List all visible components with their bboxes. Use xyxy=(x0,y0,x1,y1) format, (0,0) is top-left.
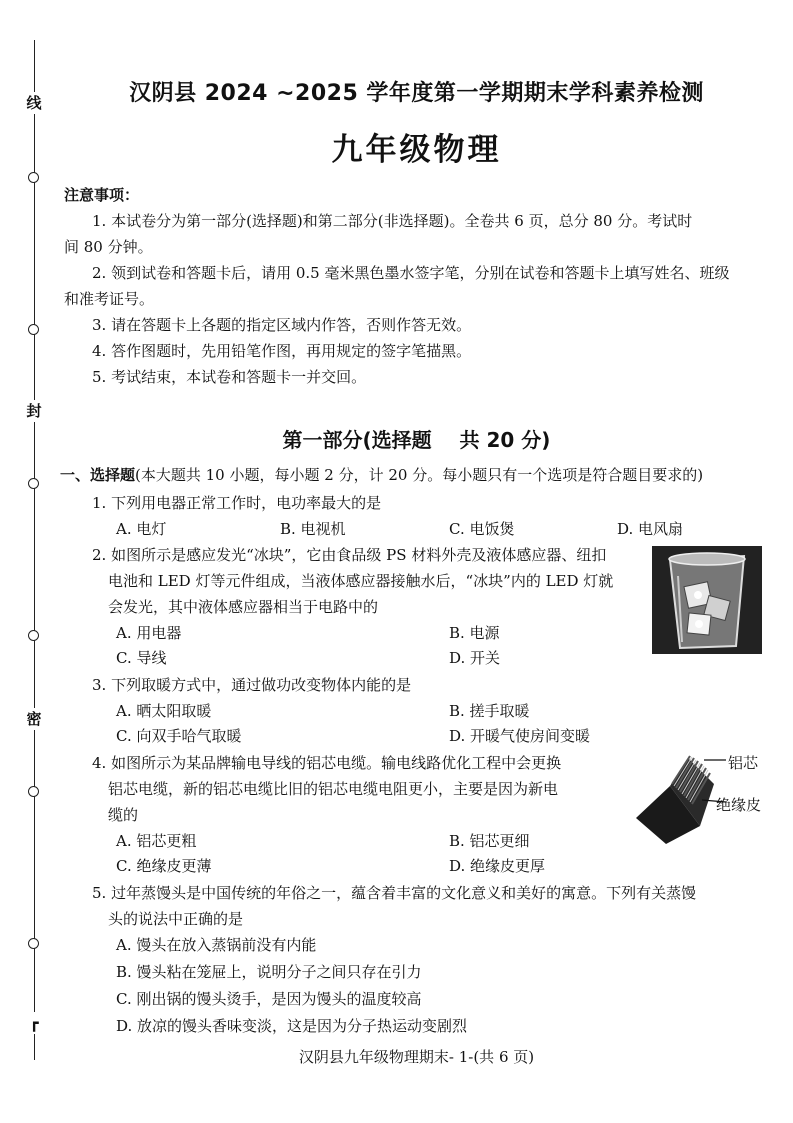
question-3-option-a: A. 晒太阳取暖 xyxy=(116,702,212,720)
question-1-stem: 1. 下列用电器正常工作时，电功率最大的是 xyxy=(92,494,382,512)
binding-circle xyxy=(28,630,39,641)
question-5-option-a: A. 馒头在放入蒸锅前没有内能 xyxy=(116,936,317,954)
label-insulation: 绝缘皮 xyxy=(716,796,762,814)
notice-heading: 注意事项： xyxy=(64,186,140,204)
question-3-option-c: C. 向双手哈气取暖 xyxy=(116,727,242,745)
binding-mark-secret: 密 xyxy=(26,710,42,728)
question-2-option-d: D. 开关 xyxy=(449,649,501,667)
notice-list xyxy=(64,208,764,390)
binding-circle xyxy=(28,786,39,797)
question-2-stem-line: 电池和 LED 灯等元件组成，当液体感应器接触水后，“冰块”内的 LED 灯就 xyxy=(108,572,614,590)
question-4-option-a: A. 铝芯更粗 xyxy=(116,832,197,850)
part-description: (本大题共 10 小题，每小题 2 分，计 20 分。每小题只有一个选项是符合题目要求的) xyxy=(135,466,704,484)
question-4-option-b: B. 铝芯更细 xyxy=(449,832,530,850)
binding-circle xyxy=(28,324,39,335)
question-5-option-d: D. 放凉的馒头香味变淡，这是因为分子热运动变剧烈 xyxy=(116,1017,468,1035)
notice-item-1: 1. 本试卷分为第一部分(选择题)和第二部分(非选择题)。全卷共 6 页，总分 80 分。考试时 xyxy=(92,212,693,230)
question-2-option-c: C. 导线 xyxy=(116,649,167,667)
question-2-stem-line: 2. 如图所示是感应发光“冰块”，它由食品级 PS 材料外壳及液体感应器、纽扣 xyxy=(92,546,607,564)
exam-title: 汉阴县 2024 ~2025 学年度第一学期期末学科素养检测 xyxy=(129,81,704,106)
binding-circle xyxy=(28,938,39,949)
notice-item-3: 3. 请在答题卡上各题的指定区域内作答，否则作答无效。 xyxy=(92,316,472,334)
binding-mark-seal: 封 xyxy=(26,402,42,420)
question-1-option-c: C. 电饭煲 xyxy=(449,520,515,538)
question-4-stem-line: 缆的 xyxy=(108,806,139,824)
question-5-option-b: B. 馒头粘在笼屉上，说明分子之间只存在引力 xyxy=(116,963,422,981)
glass-icon xyxy=(652,546,762,654)
question-5-stem xyxy=(92,880,772,932)
question-4-stem-line: 4. 如图所示为某品牌输电导线的铝芯电缆。输电线路优化工程中会更换 xyxy=(92,754,562,772)
question-4-option-d: D. 绝缘皮更厚 xyxy=(449,857,546,875)
question-2-option-a: A. 用电器 xyxy=(116,624,182,642)
question-4-option-c: C. 绝缘皮更薄 xyxy=(116,857,212,875)
binding-line xyxy=(34,40,35,1060)
question-3-option-d: D. 开暖气使房间变暖 xyxy=(449,727,591,745)
question-5-stem-line: 头的说法中正确的是 xyxy=(108,910,244,928)
notice-item-2-cont: 和准考证号。 xyxy=(64,290,155,308)
question-4-stem xyxy=(92,750,632,828)
question-3-option-b: B. 搓手取暖 xyxy=(449,702,530,720)
notice-item-2: 2. 领到试卷和答题卡后，请用 0.5 毫米黑色墨水签字笔，分别在试卷和答题卡上填写姓名、班级 xyxy=(92,264,730,282)
page-footer: 汉阴县九年级物理期末- 1-(共 6 页) xyxy=(298,1048,535,1066)
question-1-option-b: B. 电视机 xyxy=(280,520,346,538)
binding-mark-corner: ┏ xyxy=(25,1012,43,1034)
binding-circle xyxy=(28,172,39,183)
section-title: 第一部分(选择题 共 20 分) xyxy=(282,428,551,452)
part-label: 一、选择题 xyxy=(60,466,136,484)
question-4-stem-line: 铝芯电缆，新的铝芯电缆比旧的铝芯电缆电阻更小，主要是因为新电 xyxy=(108,780,559,798)
notice-item-5: 5. 考试结束，本试卷和答题卡一并交回。 xyxy=(92,368,367,386)
binding-mark-line: 线 xyxy=(26,94,42,112)
question-2-stem-line: 会发光，其中液体感应器相当于电路中的 xyxy=(108,598,379,616)
question-5-stem-line: 5. 过年蒸馒头是中国传统的年俗之一，蕴含着丰富的文化意义和美好的寓意。下列有关蒸馒 xyxy=(92,884,697,902)
question-1-option-d: D. 电风扇 xyxy=(617,520,684,538)
question-5-option-c: C. 刚出锅的馒头烫手，是因为馒头的温度较高 xyxy=(116,990,422,1008)
part-heading xyxy=(60,464,703,485)
question-2-stem xyxy=(92,542,652,620)
question-1-option-a: A. 电灯 xyxy=(116,520,167,538)
question-2-option-b: B. 电源 xyxy=(449,624,500,642)
question-3-stem: 3. 下列取暖方式中，通过做功改变物体内能的是 xyxy=(92,676,412,694)
label-aluminum-core: 铝芯 xyxy=(728,754,759,772)
binding-circle xyxy=(28,478,39,489)
exam-subject: 九年级物理 xyxy=(331,132,502,168)
notice-item-4: 4. 答作图题时，先用铅笔作图，再用规定的签字笔描黑。 xyxy=(92,342,472,360)
ice-cube-photo xyxy=(652,546,762,654)
notice-item-1-cont: 间 80 分钟。 xyxy=(64,238,153,256)
